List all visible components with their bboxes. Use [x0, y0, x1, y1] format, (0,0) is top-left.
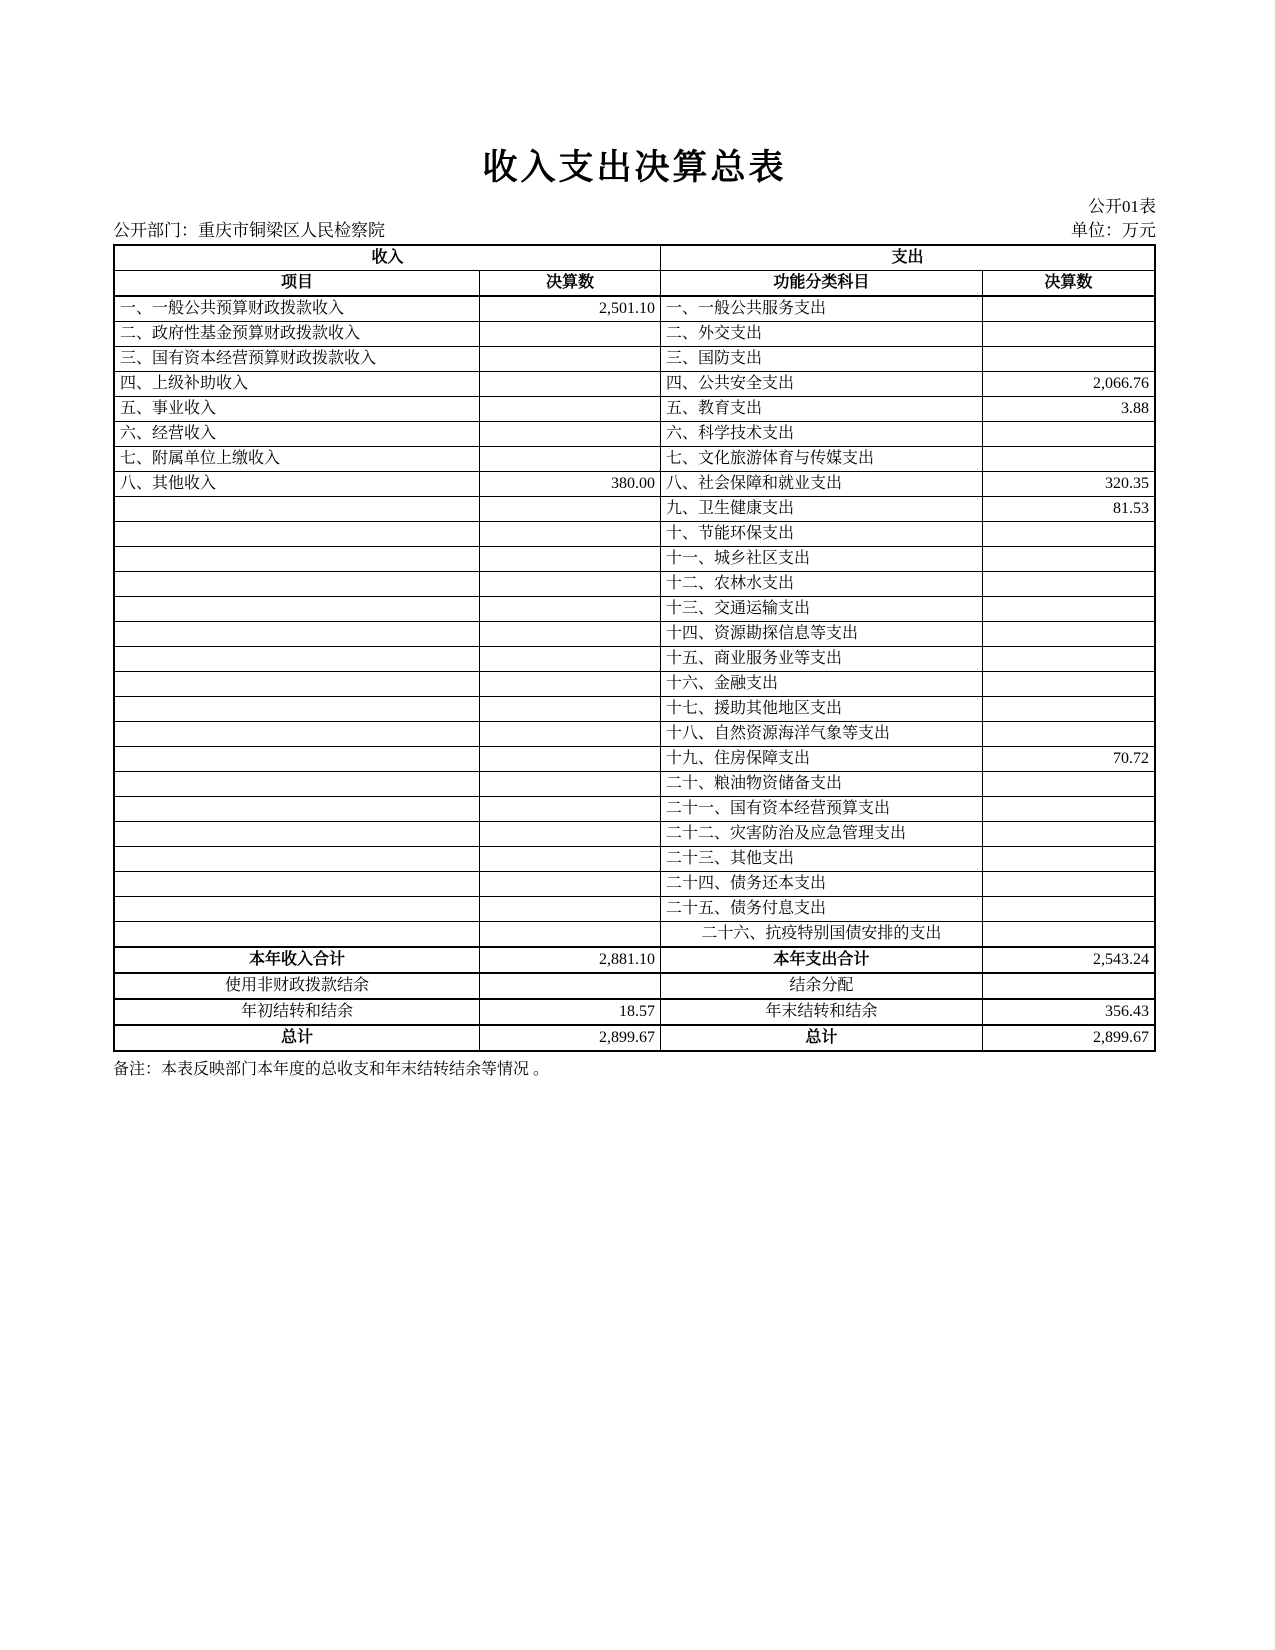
income-item-cell — [114, 597, 479, 622]
table-row — [114, 347, 1155, 372]
income-item-cell — [114, 847, 479, 872]
expense-value-cell: 2,899.67 — [982, 1025, 1155, 1051]
expense-value-cell: 320.35 — [982, 472, 1155, 497]
table-row — [114, 447, 1155, 472]
income-item-cell — [114, 747, 479, 772]
table-body — [114, 296, 1155, 1051]
income-item-cell: 八、其他收入 — [114, 472, 479, 497]
expense-item-cell: 二十三、其他支出 — [661, 847, 983, 872]
table-row — [114, 672, 1155, 697]
document — [113, 0, 1156, 1081]
expense-item-cell: 二十五、债务付息支出 — [661, 897, 983, 922]
income-item-cell — [114, 722, 479, 747]
table-row — [114, 572, 1155, 597]
table-row — [114, 897, 1155, 922]
expense-value-cell: 356.43 — [982, 999, 1155, 1025]
unit-label: 单位：万元 — [1071, 221, 1156, 240]
expense-value-cell — [982, 622, 1155, 647]
expense-value-cell — [982, 572, 1155, 597]
expense-value-cell — [982, 597, 1155, 622]
expense-value-cell — [982, 822, 1155, 847]
col-header-expense-value: 决算数 — [982, 271, 1155, 297]
table-row — [114, 472, 1155, 497]
income-item-cell: 四、上级补助收入 — [114, 372, 479, 397]
expense-value-cell: 2,066.76 — [982, 372, 1155, 397]
expense-value-cell — [982, 322, 1155, 347]
income-value-cell — [479, 922, 660, 948]
income-item-cell — [114, 672, 479, 697]
expense-value-cell — [982, 296, 1155, 322]
income-item-cell — [114, 897, 479, 922]
expense-item-cell: 二、外交支出 — [661, 322, 983, 347]
table-row — [114, 296, 1155, 322]
income-value-cell: 2,899.67 — [479, 1025, 660, 1051]
table-row — [114, 822, 1155, 847]
expense-item-cell: 十四、资源勘探信息等支出 — [661, 622, 983, 647]
income-item-cell — [114, 622, 479, 647]
expense-section-header: 支出 — [661, 245, 1155, 271]
expense-value-cell: 81.53 — [982, 497, 1155, 522]
expense-value-cell — [982, 772, 1155, 797]
expense-item-cell: 十、节能环保支出 — [661, 522, 983, 547]
summary-row — [114, 1025, 1155, 1051]
summary-row — [114, 947, 1155, 973]
expense-item-cell: 八、社会保障和就业支出 — [661, 472, 983, 497]
expense-item-cell: 本年支出合计 — [661, 947, 983, 973]
income-value-cell — [479, 547, 660, 572]
income-item-cell — [114, 647, 479, 672]
department-label: 公开部门：重庆市铜梁区人民检察院 — [113, 221, 385, 240]
table-row — [114, 522, 1155, 547]
expense-item-cell: 十八、自然资源海洋气象等支出 — [661, 722, 983, 747]
income-item-cell — [114, 872, 479, 897]
expense-value-cell — [982, 422, 1155, 447]
expense-value-cell — [982, 547, 1155, 572]
table-row — [114, 647, 1155, 672]
expense-item-cell: 六、科学技术支出 — [661, 422, 983, 447]
income-value-cell — [479, 347, 660, 372]
table-row — [114, 547, 1155, 572]
col-header-income-value: 决算数 — [479, 271, 660, 297]
income-value-cell — [479, 747, 660, 772]
expense-item-cell: 七、文化旅游体育与传媒支出 — [661, 447, 983, 472]
income-item-cell: 一、一般公共预算财政拨款收入 — [114, 296, 479, 322]
income-item-cell: 五、事业收入 — [114, 397, 479, 422]
income-value-cell — [479, 372, 660, 397]
income-item-cell — [114, 772, 479, 797]
table-row — [114, 697, 1155, 722]
income-item-cell: 二、政府性基金预算财政拨款收入 — [114, 322, 479, 347]
expense-value-cell — [982, 897, 1155, 922]
table-row — [114, 397, 1155, 422]
expense-item-cell: 十二、农林水支出 — [661, 572, 983, 597]
income-value-cell — [479, 647, 660, 672]
income-value-cell: 2,881.10 — [479, 947, 660, 973]
income-item-cell — [114, 547, 479, 572]
expense-value-cell: 3.88 — [982, 397, 1155, 422]
expense-item-cell: 二十二、灾害防治及应急管理支出 — [661, 822, 983, 847]
income-value-cell: 2,501.10 — [479, 296, 660, 322]
table-row — [114, 722, 1155, 747]
footnote: 备注：本表反映部门本年度的总收支和年末结转结余等情况 。 — [113, 1061, 550, 1078]
summary-row — [114, 999, 1155, 1025]
expense-value-cell — [982, 672, 1155, 697]
table-row — [114, 597, 1155, 622]
expense-value-cell — [982, 647, 1155, 672]
expense-item-cell: 十五、商业服务业等支出 — [661, 647, 983, 672]
expense-value-cell — [982, 347, 1155, 372]
sheet-code: 公开01表 — [1088, 197, 1156, 216]
table-row — [114, 847, 1155, 872]
expense-item-cell: 十九、住房保障支出 — [661, 747, 983, 772]
income-item-cell: 三、国有资本经营预算财政拨款收入 — [114, 347, 479, 372]
expense-value-cell — [982, 447, 1155, 472]
table-row — [114, 747, 1155, 772]
income-value-cell: 18.57 — [479, 999, 660, 1025]
income-value-cell — [479, 973, 660, 999]
income-item-cell — [114, 522, 479, 547]
income-item-cell — [114, 797, 479, 822]
table-row — [114, 422, 1155, 447]
expense-item-cell: 年末结转和结余 — [661, 999, 983, 1025]
expense-value-cell — [982, 722, 1155, 747]
income-item-cell: 年初结转和结余 — [114, 999, 479, 1025]
expense-item-cell: 五、教育支出 — [661, 397, 983, 422]
table-row — [114, 872, 1155, 897]
income-value-cell — [479, 822, 660, 847]
expense-item-cell: 十六、金融支出 — [661, 672, 983, 697]
expense-item-cell: 结余分配 — [661, 973, 983, 999]
table-row — [114, 922, 1155, 948]
expense-item-cell: 二十、粮油物资储备支出 — [661, 772, 983, 797]
income-value-cell — [479, 722, 660, 747]
income-value-cell — [479, 772, 660, 797]
income-item-cell — [114, 822, 479, 847]
table-row — [114, 797, 1155, 822]
income-item-cell — [114, 922, 479, 948]
income-value-cell — [479, 797, 660, 822]
income-item-cell: 六、经营收入 — [114, 422, 479, 447]
table-row — [114, 497, 1155, 522]
meta-line — [113, 218, 1156, 243]
income-value-cell — [479, 497, 660, 522]
expense-value-cell — [982, 847, 1155, 872]
column-header-row — [114, 271, 1155, 297]
expense-value-cell — [982, 522, 1155, 547]
table-row — [114, 772, 1155, 797]
income-item-cell: 总计 — [114, 1025, 479, 1051]
expense-item-cell: 二十四、债务还本支出 — [661, 872, 983, 897]
expense-item-cell: 十七、援助其他地区支出 — [661, 697, 983, 722]
income-section-header: 收入 — [114, 245, 661, 271]
expense-item-cell: 二十六、抗疫特别国债安排的支出 — [661, 922, 983, 948]
income-item-cell: 七、附属单位上缴收入 — [114, 447, 479, 472]
expense-item-cell: 十一、城乡社区支出 — [661, 547, 983, 572]
income-value-cell — [479, 572, 660, 597]
table-row — [114, 322, 1155, 347]
expense-item-cell: 二十一、国有资本经营预算支出 — [661, 797, 983, 822]
income-value-cell — [479, 897, 660, 922]
income-value-cell — [479, 322, 660, 347]
income-item-cell — [114, 497, 479, 522]
table-row — [114, 622, 1155, 647]
expense-value-cell — [982, 697, 1155, 722]
income-value-cell — [479, 872, 660, 897]
expense-value-cell — [982, 872, 1155, 897]
col-header-expense-item: 功能分类科目 — [661, 271, 983, 297]
income-value-cell — [479, 697, 660, 722]
expense-value-cell: 2,543.24 — [982, 947, 1155, 973]
income-value-cell: 380.00 — [479, 472, 660, 497]
income-value-cell — [479, 597, 660, 622]
col-header-income-item: 项目 — [114, 271, 479, 297]
expense-item-cell: 四、公共安全支出 — [661, 372, 983, 397]
income-value-cell — [479, 672, 660, 697]
expense-value-cell: 70.72 — [982, 747, 1155, 772]
expense-value-cell — [982, 922, 1155, 948]
income-value-cell — [479, 847, 660, 872]
summary-row — [114, 973, 1155, 999]
income-item-cell — [114, 572, 479, 597]
income-value-cell — [479, 447, 660, 472]
income-item-cell: 使用非财政拨款结余 — [114, 973, 479, 999]
expense-item-cell: 总计 — [661, 1025, 983, 1051]
income-value-cell — [479, 397, 660, 422]
income-item-cell: 本年收入合计 — [114, 947, 479, 973]
expense-item-cell: 一、一般公共服务支出 — [661, 296, 983, 322]
income-value-cell — [479, 522, 660, 547]
expense-item-cell: 九、卫生健康支出 — [661, 497, 983, 522]
income-item-cell — [114, 697, 479, 722]
table-row — [114, 372, 1155, 397]
expense-value-cell — [982, 973, 1155, 999]
expense-item-cell: 十三、交通运输支出 — [661, 597, 983, 622]
fiscal-table — [113, 244, 1156, 1052]
income-value-cell — [479, 622, 660, 647]
income-value-cell — [479, 422, 660, 447]
section-header-row — [114, 245, 1155, 271]
expense-item-cell: 三、国防支出 — [661, 347, 983, 372]
page-title: 收入支出决算总表 — [482, 148, 787, 187]
expense-value-cell — [982, 797, 1155, 822]
